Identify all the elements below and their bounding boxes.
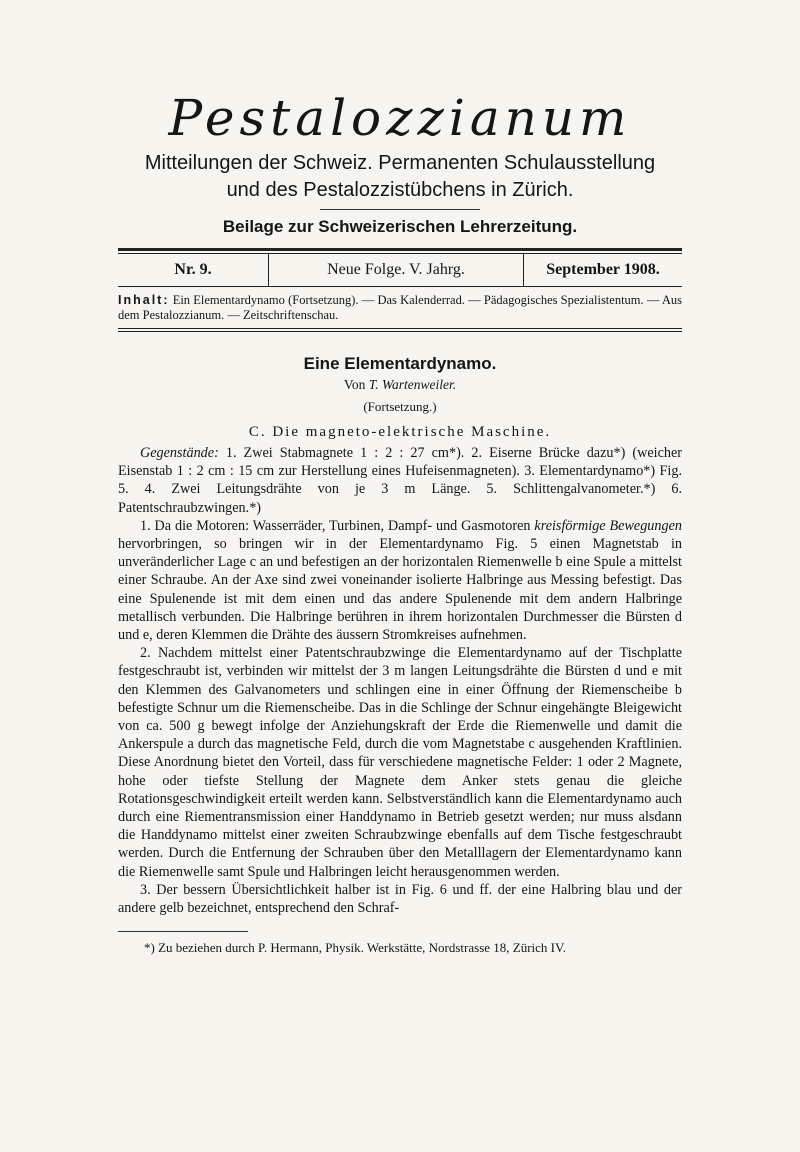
toc-text: Ein Elementardynamo (Fortsetzung). — Das Kalenderrad. — Pädagogisches Spezialistentum. — Aus dem Pestalozzianum. — Zeitschriftenschau.	[118, 293, 682, 322]
items-text: 1. Zwei Stabmagnete 1 : 2 : 27 cm*). 2. Eiserne Brücke dazu*) (weicher Eisenstab 1 : 2 cm : 15 cm zur Herstellung eines Hufeisenmagneten). 3. Elementardynamo*) Fig. 5. 4. Zwei Leitungsdrähte von je 3 m Länge. 5. Schlittengalvanometer.*) 6. Patentschraubzwingen.*)	[118, 445, 682, 516]
byline-prefix: Von	[343, 377, 366, 392]
issue-bar	[118, 254, 682, 287]
paragraph-2: 2. Nachdem mittelst einer Patentschraubzwinge die Elementardynamo auf der Tischplatte festgeschraubt ist, verbinden wir mittelst der 3 m langen Leitungsdrähte die Bürsten d und e mit den Klemmen des Galvanometers und schlingen eine in einer Öffnung der Riemenscheibe b befestigte Schnur um die Riemenscheibe. Das in die Schlinge der Schnur eingehängte Bleigewicht von ca. 500 g bewegt infolge der Anziehungskraft der Erde die Riemenwelle und damit die Ankerspule a durch das magnetische Feld, durch die vom Magnetstabe c ausgehenden Kraftlinien. Diese Anordnung bietet den Vorteil, dass für verschiedene magnetische Felder: 1 oder 2 Magnete, hohe oder tiefste Stellung der Magnete dem Anker stets genau die gleiche Rotationsgeschwindigkeit erteilt werden kann. Selbstverständlich kann die Elementardynamo auch durch eine Riementransmission einer Handdynamo in Betrieb gesetzt werden; nur muss alsdann die Handdynamo mittelst einer zweiten Schraubzwinge ebenfalls auf dem Tische festgeschraubt werden. Durch die Entfernung der Schrauben über den Metalllagern der Elementardynamo kann die Riemenwelle samt Spule und Halbringen leicht herausgenommen werden.	[118, 645, 682, 880]
article-body	[118, 444, 682, 917]
masthead-subtitle-line1: Mitteilungen der Schweiz. Permanenten Schulausstellung	[144, 152, 656, 174]
document-page	[118, 0, 682, 956]
issue-number: Nr. 9.	[174, 261, 212, 278]
items-paragraph	[118, 444, 682, 517]
masthead-divider	[320, 209, 480, 210]
supplement-line: Beilage zur Schweizerischen Lehrerzeitung.	[222, 217, 578, 236]
issue-date: September 1908.	[546, 261, 660, 278]
masthead-subtitle-line2: und des Pestalozzistübchens in Zürich.	[226, 179, 574, 201]
toc-rule	[118, 328, 682, 332]
toc-label: Inhalt:	[118, 293, 170, 307]
paragraph-1-start: 1. Da die Motoren: Wasserräder, Turbinen, Dampf- und Gasmotoren	[140, 517, 535, 534]
article-author: T. Wartenweiler.	[368, 377, 457, 392]
section-heading: C. Die magneto-elektrische Maschine.	[248, 424, 552, 440]
footnote: *) Zu beziehen durch P. Hermann, Physik. Werkstätte, Nordstrasse 18, Zürich IV.	[144, 940, 566, 956]
continuation-note: (Fortsetzung.)	[363, 399, 437, 414]
article-byline	[118, 376, 682, 394]
paragraph-1	[118, 517, 682, 644]
items-label: Gegenstände:	[140, 445, 219, 461]
paragraph-1-emphasis: kreisförmige Bewegungen	[534, 517, 682, 534]
masthead-title: Pestalozzianum	[168, 89, 632, 147]
paragraph-3: 3. Der bessern Übersichtlichkeit halber ist in Fig. 6 und ff. der eine Halbring blau und der andere gelb bezeichnet, entsprechend den Schraf-	[118, 881, 682, 917]
article-title: Eine Elementardynamo.	[303, 354, 497, 373]
table-of-contents	[118, 293, 682, 323]
issue-series: Neue Folge. V. Jahrg.	[327, 261, 465, 278]
footnote-rule	[118, 931, 248, 932]
paragraph-1-rest: hervorbringen, so bringen wir in der Elementardynamo Fig. 5 einen Magnetstab in unveränderlicher Lage c an und befestigen an der horizontalen Riemenwelle b eine Spule a mittelst einer Schraube. An der Axe sind zwei voneinander isolierte Halbringe aus Messing befestigt. Das eine Spulenende ist mit dem einen und das andere Spulenende mit dem andern Halbringe metallisch verbunden. Die Halbringe berühren in ihrem horizontalen Durchmesser die Bürsten d und e, deren Klemmen die Drähte des äussern Stromkreises aufnehmen.	[118, 536, 682, 644]
